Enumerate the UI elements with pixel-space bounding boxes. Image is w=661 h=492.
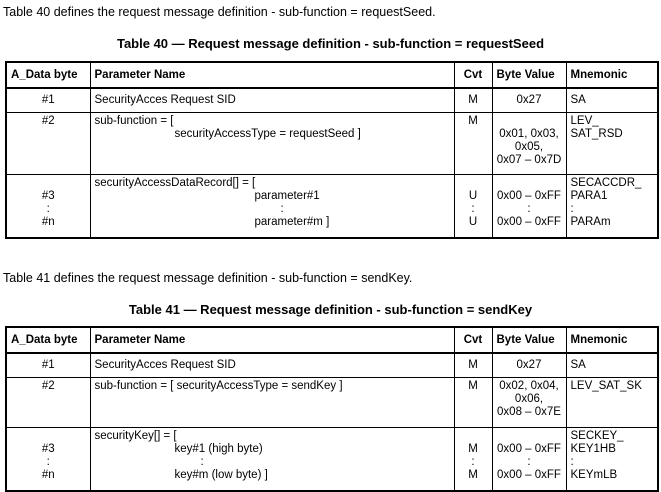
mnemonic-cell <box>566 112 658 174</box>
intro-text-table-40: Table 40 defines the request message definition - sub-function = requestSeed. <box>3 5 436 19</box>
byte-cell: #2 <box>6 112 90 174</box>
byte-value-line: 0x06, <box>514 392 544 405</box>
parameter-line: securityKey[] = [ <box>94 429 177 442</box>
byte-line: #3 <box>41 189 55 202</box>
header-byte-value: Byte Value <box>492 62 566 88</box>
cvt-line: : <box>471 455 475 468</box>
byte-value-line: 0x02, 0x04, <box>499 379 559 392</box>
byte-cell: #1 <box>6 88 90 112</box>
header-a-data-byte: A_Data byte <box>6 327 90 353</box>
byte-value-line: 0x05, <box>514 140 544 153</box>
mnemonic-line: : <box>570 202 574 215</box>
parameter-line: : <box>200 455 204 468</box>
byte-cell: #2 <box>6 377 90 427</box>
byte-value-line: 0x08 – 0x7E <box>497 405 561 418</box>
parameter-line: sub-function = [ <box>94 114 174 127</box>
parameter-line: key#m (low byte) ] <box>174 468 268 481</box>
cvt-cell <box>454 427 492 491</box>
intro-text-table-41: Table 41 defines the request message definition - sub-function = sendKey. <box>3 271 413 285</box>
mnemonic-cell <box>566 174 658 238</box>
byte-value-cell <box>492 377 566 427</box>
mnemonic-cell: SA <box>566 353 658 377</box>
byte-cell: #1 <box>6 353 90 377</box>
parameter-cell <box>90 112 454 174</box>
byte-value-line: 0x00 – 0xFF <box>497 468 561 481</box>
table-row <box>6 112 658 174</box>
mnemonic-line: SECACCDR_ <box>570 176 642 189</box>
mnemonic-line: PARAm <box>570 215 611 228</box>
byte-value-cell: 0x27 <box>492 353 566 377</box>
byte-value-cell <box>492 427 566 491</box>
cvt-cell: M <box>454 377 492 427</box>
byte-value-cell <box>492 174 566 238</box>
mnemonic-line: SECKEY_ <box>570 429 624 442</box>
table-header-row <box>6 62 658 88</box>
mnemonic-line: KEYmLB <box>570 468 618 481</box>
cvt-line: M <box>468 468 478 481</box>
byte-value-line: 0x01, 0x03, <box>499 127 559 140</box>
table-41 <box>5 326 659 492</box>
mnemonic-line: PARA1 <box>570 189 608 202</box>
header-cvt: Cvt <box>454 327 492 353</box>
byte-line: : <box>46 455 50 468</box>
header-cvt: Cvt <box>454 62 492 88</box>
cvt-cell <box>454 174 492 238</box>
table-header-row <box>6 327 658 353</box>
parameter-line: parameter#1 <box>254 189 320 202</box>
cvt-line: U <box>468 215 478 228</box>
table-41-caption: Table 41 — Request message definition - sub-function = sendKey <box>128 302 533 317</box>
cvt-cell: M <box>454 353 492 377</box>
cvt-line: : <box>471 202 475 215</box>
parameter-line: : <box>280 202 284 215</box>
byte-cell <box>6 174 90 238</box>
byte-value-cell <box>492 112 566 174</box>
parameter-line: key#1 (high byte) <box>174 442 263 455</box>
mnemonic-line: KEY1HB <box>570 442 616 455</box>
cvt-line: U <box>468 189 478 202</box>
mnemonic-line: : <box>570 455 574 468</box>
header-mnemonic: Mnemonic <box>566 62 658 88</box>
byte-value-line: 0x00 – 0xFF <box>497 215 561 228</box>
table-row <box>6 174 658 238</box>
mnemonic-line: SAT_RSD <box>570 127 623 140</box>
byte-value-cell: 0x27 <box>492 88 566 112</box>
header-parameter-name: Parameter Name <box>90 62 454 88</box>
byte-cell <box>6 427 90 491</box>
byte-value-line: 0x00 – 0xFF <box>497 189 561 202</box>
mnemonic-cell: LEV_SAT_SK <box>566 377 658 427</box>
parameter-cell: sub-function = [ securityAccessType = sendKey ] <box>90 377 454 427</box>
cvt-cell: M <box>454 112 492 174</box>
header-parameter-name: Parameter Name <box>90 327 454 353</box>
parameter-cell <box>90 427 454 491</box>
header-byte-value: Byte Value <box>492 327 566 353</box>
parameter-cell <box>90 174 454 238</box>
parameter-line: securityAccessDataRecord[] = [ <box>94 176 256 189</box>
table-row <box>6 377 658 427</box>
table-row <box>6 353 658 377</box>
mnemonic-cell: SA <box>566 88 658 112</box>
cvt-line: M <box>468 442 478 455</box>
header-a-data-byte: A_Data byte <box>6 62 90 88</box>
parameter-line: securityAccessType = requestSeed ] <box>174 127 361 140</box>
mnemonic-cell <box>566 427 658 491</box>
header-mnemonic: Mnemonic <box>566 327 658 353</box>
byte-line: #n <box>41 468 55 481</box>
parameter-cell: SecurityAcces Request SID <box>90 88 454 112</box>
table-40-caption: Table 40 — Request message definition - sub-function = requestSeed <box>116 36 545 51</box>
cvt-cell: M <box>454 88 492 112</box>
byte-value-line: 0x07 – 0x7D <box>496 153 562 166</box>
mnemonic-line: LEV_ <box>570 114 599 127</box>
byte-line: : <box>46 202 50 215</box>
table-row <box>6 427 658 491</box>
byte-value-line: 0x00 – 0xFF <box>497 442 561 455</box>
byte-value-line: : <box>527 202 531 215</box>
table-40 <box>5 61 659 239</box>
parameter-line: parameter#m ] <box>254 215 330 228</box>
byte-line: #3 <box>41 442 55 455</box>
table-row <box>6 88 658 112</box>
byte-line: #n <box>41 215 55 228</box>
byte-value-line: : <box>527 455 531 468</box>
parameter-cell: SecurityAcces Request SID <box>90 353 454 377</box>
